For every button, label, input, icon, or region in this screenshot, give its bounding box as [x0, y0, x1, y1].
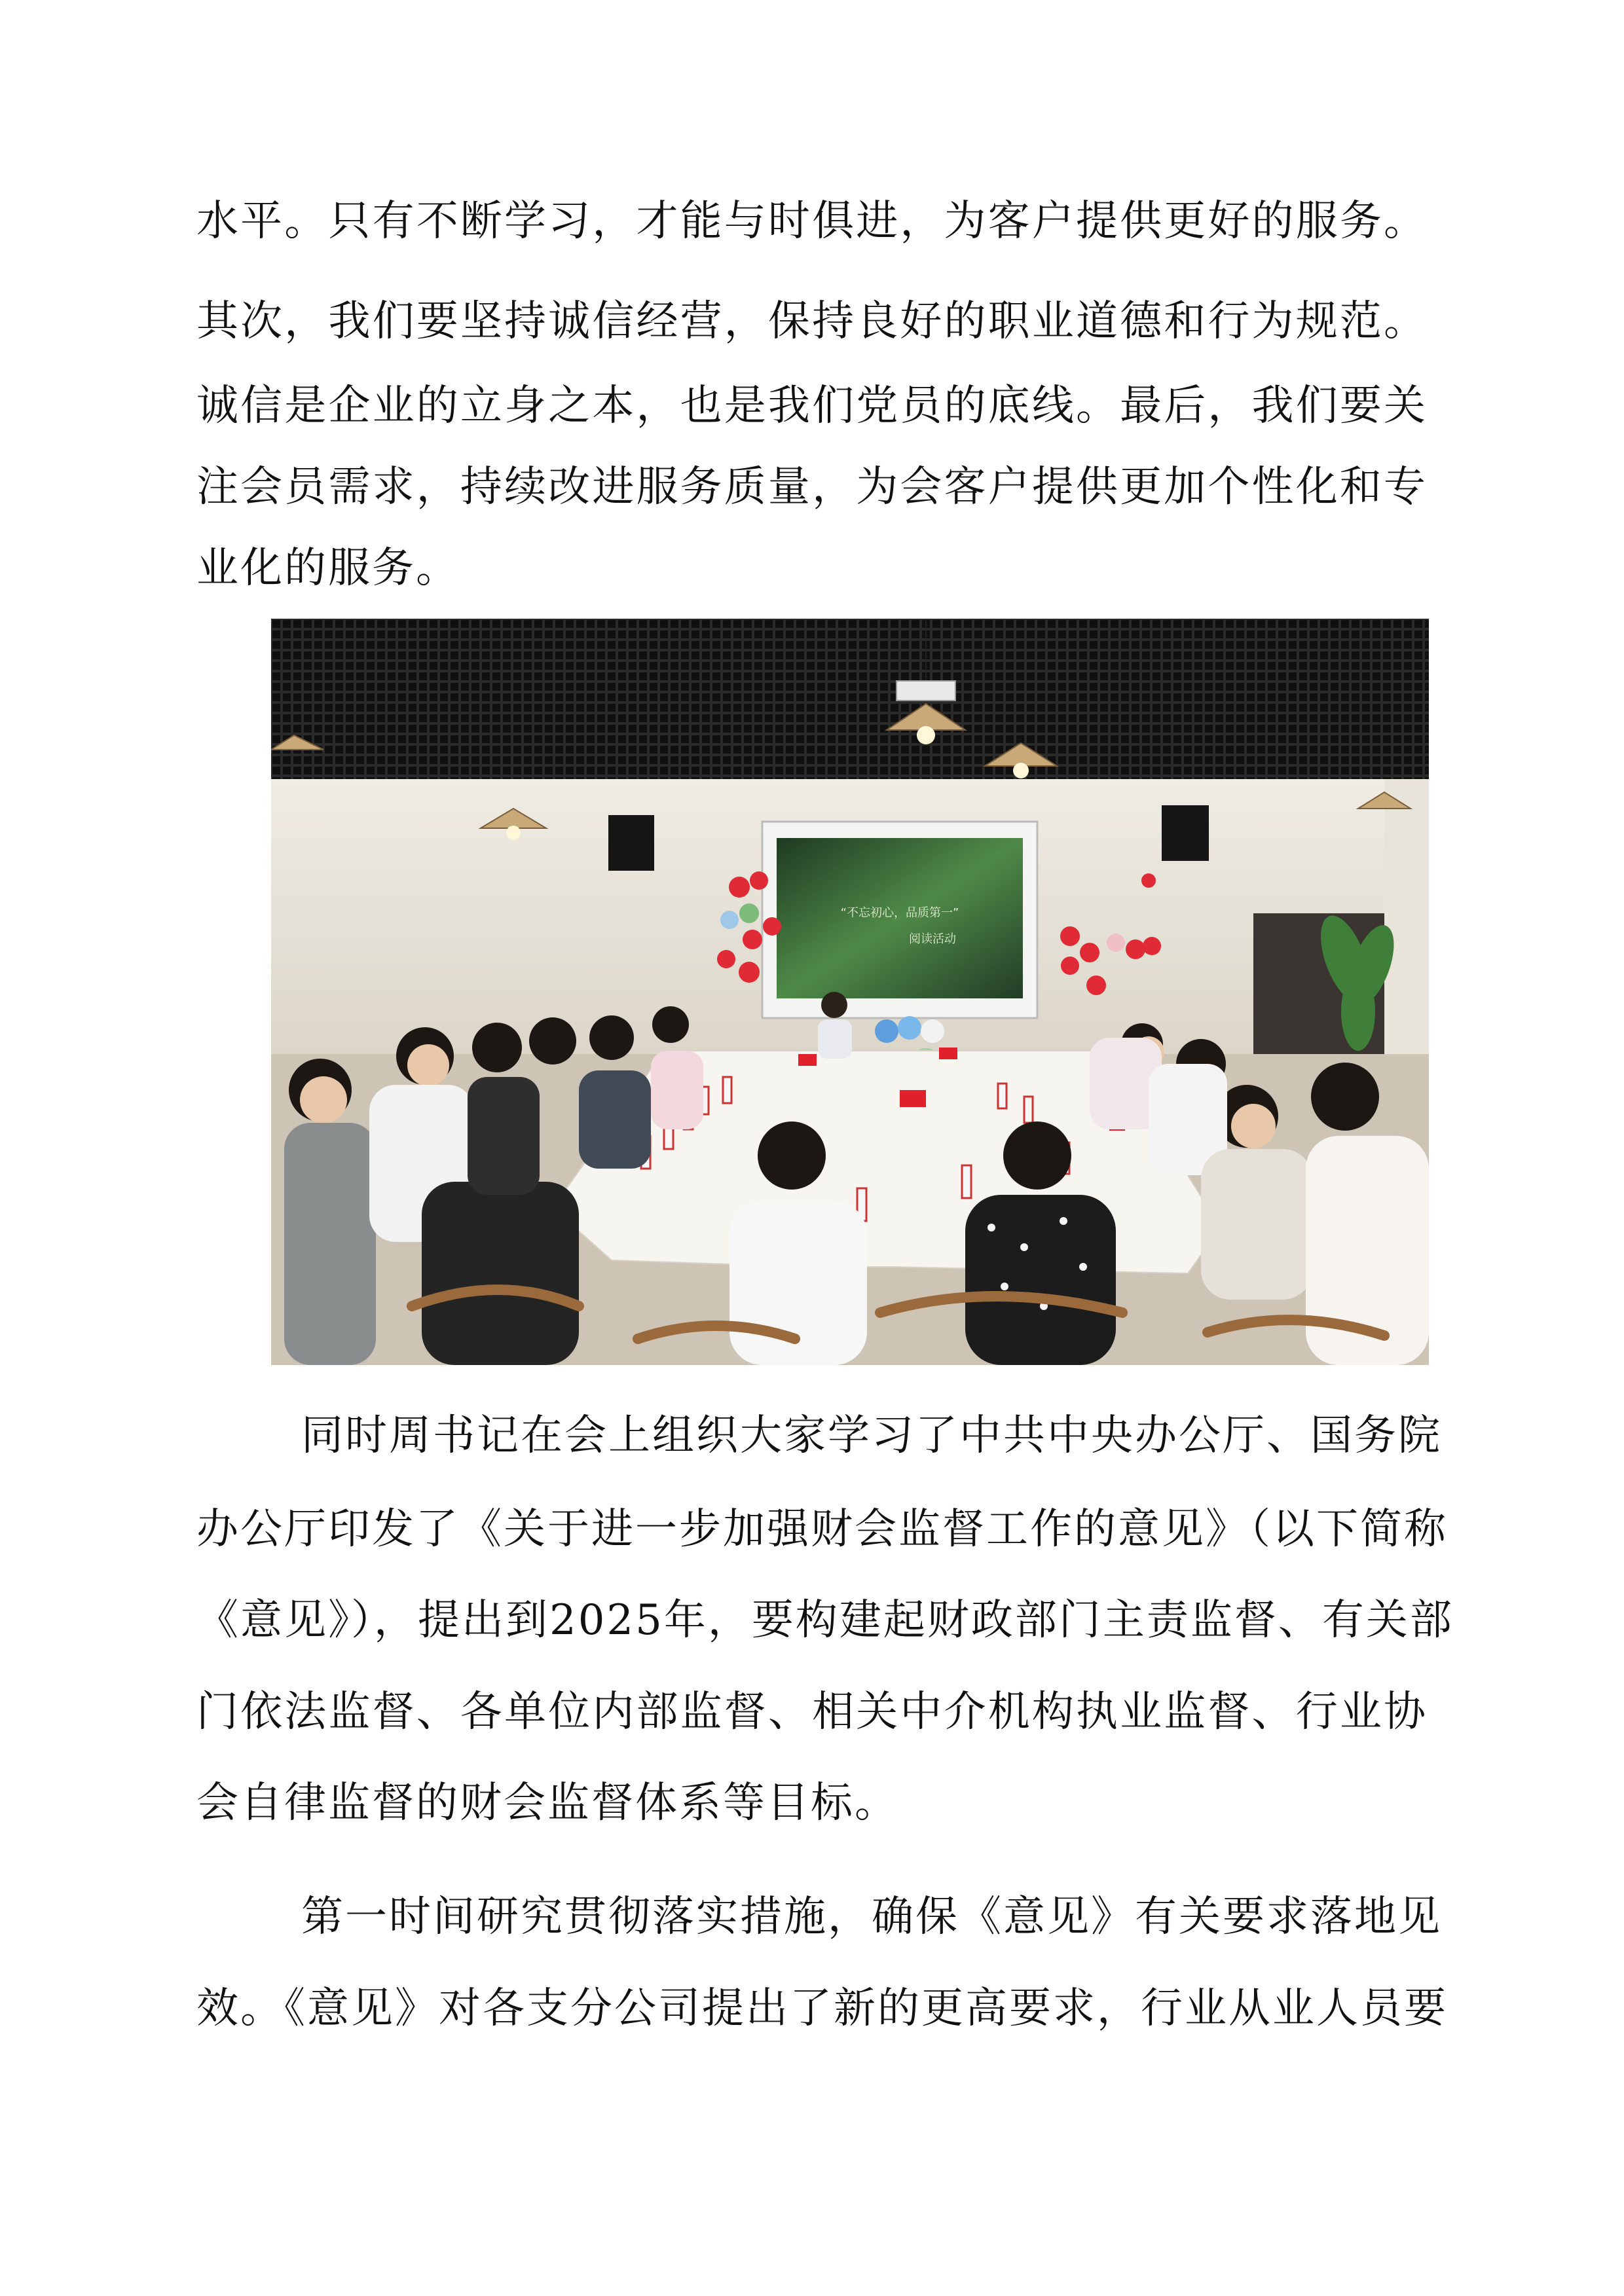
paragraph-3-line: 效。《意见》对各支分公司提出了新的更高要求，行业从业人员要: [196, 1984, 1448, 2033]
meeting-photo: [271, 619, 1429, 1365]
screen-subtitle: 阅读活动: [909, 932, 956, 946]
paragraph-1-line: 诚信是企业的立身之本，也是我们党员的底线。最后，我们要关: [196, 382, 1428, 430]
screen-title: “不忘初心，品质第一”: [840, 906, 959, 920]
paragraph-1-line: 注会员需求，持续改进服务质量，为会客户提供更加个性化和专: [196, 463, 1428, 511]
paragraph-1-line: 水平。只有不断学习，才能与时俱进，为客户提供更好的服务。: [196, 197, 1428, 246]
speaker: [1162, 805, 1209, 861]
paragraph-2-line: 《意见》），提出到2025年，要构建起财政部门主责监督、有关部: [196, 1596, 1454, 1645]
paragraph-1-line: 其次，我们要坚持诚信经营，保持良好的职业道德和行为规范。: [196, 297, 1428, 346]
paragraph-2-line: 会自律监督的财会监督体系等目标。: [196, 1779, 898, 1827]
paragraph-2-line: 门依法监督、各单位内部监督、相关中介机构执业监督、行业协: [196, 1688, 1428, 1736]
paragraph-1-line: 业化的服务。: [196, 544, 460, 592]
paragraph-3-line: 第一时间研究贯彻落实措施，确保《意见》有关要求落地见: [301, 1893, 1442, 1941]
ceiling: [271, 619, 1429, 779]
paragraph-2-line: 办公厅印发了《关于进一步加强财会监督工作的意见》（以下简称: [196, 1505, 1448, 1554]
paragraph-2-line: 同时周书记在会上组织大家学习了中共中央办公厅、国务院: [301, 1412, 1442, 1460]
speaker: [608, 815, 654, 871]
